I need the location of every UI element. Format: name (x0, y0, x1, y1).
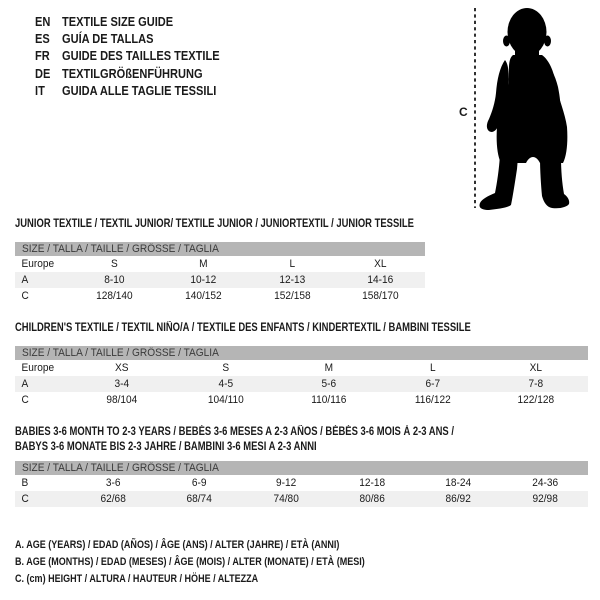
language-label: GUIDE DES TAILLES TEXTILE (62, 48, 220, 64)
toddler-silhouette-figure (455, 5, 600, 215)
table-cell: L (289, 258, 295, 270)
table-cell: XL (529, 362, 543, 374)
size-header-text: SIZE / TALLA / TAILLE / GRÖSSE / TAGLIA (22, 462, 219, 474)
size-header-bar (15, 242, 425, 256)
table-title (15, 321, 588, 336)
table-cell: 12-18 (359, 477, 386, 489)
table-cell: 92/98 (532, 493, 558, 505)
silhouette-ear-left (503, 36, 510, 47)
row-label: C (21, 290, 29, 302)
language-label: GUÍA DE TALLAS (62, 31, 154, 47)
table-cell: 7-8 (528, 378, 544, 390)
baby-silhouette-svg (455, 5, 600, 215)
table-cell: 128/140 (96, 290, 133, 302)
table-row (15, 360, 588, 376)
table-cell: 74/80 (273, 493, 299, 505)
table-cell: L (429, 362, 436, 374)
silhouette-leg-left (479, 155, 518, 210)
table-cell: S (110, 258, 118, 270)
table-cell: S (222, 362, 229, 374)
footnote-line: C. (cm) HEIGHT / ALTURA / HAUTEUR / HÖHE / ALTEZZA (15, 572, 259, 585)
language-code: FR (35, 48, 50, 64)
row-label: Europe (21, 362, 55, 374)
row-label: Europe (21, 258, 55, 270)
table-row (15, 376, 588, 392)
table-row (15, 272, 425, 288)
table-cell: 122/128 (517, 394, 555, 406)
table-cell: 12-13 (278, 274, 305, 286)
silhouette-leg-right (540, 157, 569, 208)
language-code: IT (35, 82, 45, 98)
table-cell: 116/122 (414, 394, 451, 406)
table-cell: 68/74 (186, 493, 213, 505)
language-row (35, 65, 247, 82)
language-code: ES (35, 31, 50, 47)
table-cell: 3-4 (114, 378, 130, 390)
silhouette-ear-right (544, 36, 551, 47)
language-label: TEXTILGRÖßENFÜHRUNG (62, 65, 203, 81)
table-cell: 5-6 (321, 378, 337, 390)
table-cell: 104/110 (207, 394, 244, 406)
table-cell: 3-6 (105, 477, 121, 489)
footnotes (15, 537, 442, 587)
table-cell: 158/170 (362, 290, 399, 302)
table-cell: 80/86 (359, 493, 385, 505)
table-title (15, 425, 588, 455)
row-label: C (21, 394, 29, 406)
table-cell: 6-9 (192, 477, 207, 489)
table-title-line: BABIES 3-6 MONTH TO 2-3 YEARS / BEBÉS 3-6 MESES A 2-3 AÑOS / BÉBÉS 3-6 MOIS À 2-3 ANS / (15, 426, 454, 438)
language-code: EN (35, 14, 51, 29)
language-row (35, 47, 247, 64)
table-title-line: CHILDREN'S TEXTILE / TEXTIL NIÑO/A / TEXTILE DES ENFANTS / KINDERTEXTIL / BAMBINI TESSILE (15, 322, 471, 334)
footnote-line: B. AGE (MONTHS) / EDAD (MESES) / ÂGE (MOIS) / ALTER (MONATE) / ETÀ (MESI) (15, 555, 365, 568)
table-cell: 110/116 (311, 394, 347, 406)
table-cell: 62/68 (100, 493, 126, 505)
language-row (35, 30, 247, 47)
language-row (35, 13, 247, 30)
row-label: B (21, 477, 29, 489)
table-cell: 98/104 (106, 394, 138, 406)
size-table (15, 217, 425, 304)
table-cell: 10-12 (190, 274, 217, 286)
table-title (15, 217, 425, 232)
table-cell: 4-5 (218, 378, 233, 390)
table-row (15, 491, 588, 507)
table-cell: 140/152 (184, 290, 222, 302)
table-cell: XL (374, 258, 387, 270)
language-code: DE (35, 65, 51, 81)
table-cell: 14-16 (367, 274, 394, 286)
row-label: C (21, 493, 29, 505)
size-header-bar (15, 461, 588, 475)
language-label: TEXTILE SIZE GUIDE (62, 14, 174, 29)
language-label: GUIDA ALLE TAGLIE TESSILI (62, 82, 217, 98)
table-title-line: JUNIOR TEXTILE / TEXTIL JUNIOR/ TEXTILE JUNIOR / JUNIORTEXTIL / JUNIOR TESSILE (15, 218, 414, 230)
table-cell: M (198, 258, 208, 270)
height-measure-label: C (459, 105, 468, 119)
table-cell: 24-36 (531, 477, 558, 489)
size-header-bar (15, 346, 588, 360)
row-label: A (21, 274, 29, 286)
footnote-line: A. AGE (YEARS) / EDAD (AÑOS) / ÂGE (ANS) / ALTER (JAHRE) / ETÀ (ANNI) (15, 539, 340, 551)
table-title-line: BABYS 3-6 MONATE BIS 2-3 JAHRE / BAMBINI 3-6 MESI A 2-3 ANNI (15, 441, 317, 453)
table-row (15, 256, 425, 272)
size-table (15, 425, 588, 507)
table-cell: 8-10 (104, 274, 125, 286)
size-header-text: SIZE / TALLA / TAILLE / GRÖSSE / TAGLIA (22, 347, 219, 359)
toddler-silhouette (479, 8, 569, 210)
size-header-text: SIZE / TALLA / TAILLE / GRÖSSE / TAGLIA (22, 243, 219, 255)
table-cell: XS (115, 362, 129, 374)
table-cell: 6-7 (425, 378, 440, 390)
table-cell: 86/92 (445, 493, 472, 505)
table-row (15, 288, 425, 304)
table-cell: 9-12 (275, 477, 296, 489)
size-table (15, 321, 588, 408)
language-row (35, 82, 247, 99)
table-cell: M (324, 362, 334, 374)
table-cell: 152/158 (273, 290, 311, 302)
table-row (15, 392, 588, 408)
table-cell: 18-24 (445, 477, 472, 489)
table-row (15, 475, 588, 491)
row-label: A (21, 378, 29, 390)
language-header (35, 13, 247, 99)
